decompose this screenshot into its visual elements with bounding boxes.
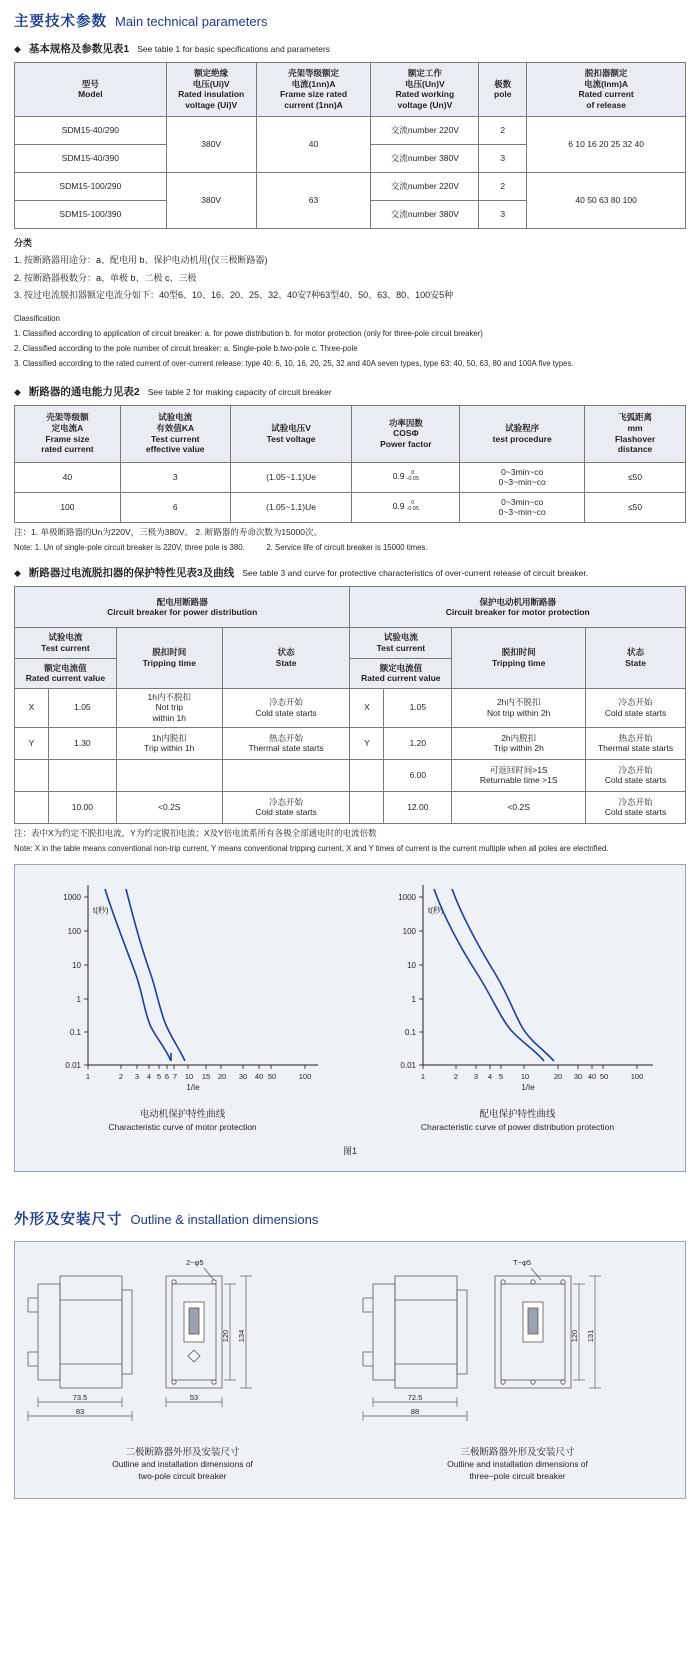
section-title-main-parameters [0,0,700,35]
figure-label: 图1 [342,1145,357,1156]
section-title-en: Outline & installation dimensions [130,1211,319,1227]
dimension-caption-three-pole: 三极断路器外形及安装尺寸 Outline and installation dimensions of three−pole circuit breaker [447,1446,588,1481]
xtick: 3 [473,1072,478,1082]
xtick: 2 [118,1072,123,1082]
cell-test-voltage: (1.05~1.1)Ue [230,492,352,522]
ytick: 1 [76,995,81,1005]
table-basic-specifications [14,62,686,229]
subhead-table3-en: See table 3 and curve for protective characteristics of over-current release of circuit breaker. [242,568,589,579]
table-row [15,172,686,200]
xtick: 20 [553,1072,562,1082]
cell-power-factor: 0.9 0 -0.05 [352,462,460,492]
subhead-table2-en: See table 2 for making capacity of circuit breaker [147,386,332,397]
chart-motor-protection [33,875,333,1133]
cell-value: 12.00 [384,791,452,823]
cell-model: SDM15-100/290 [15,172,167,200]
section-title-cn: 外形及安装尺寸 [14,1211,123,1228]
xtick: 4 [146,1072,151,1082]
col-rated-insulation-voltage: 额定绝缘 电压(Ui)V Rated insulation voltage (Ui)V [166,63,256,117]
dim-w1: 72.5 [407,1392,422,1402]
table-row [15,116,686,144]
cell-frame: 40 [256,116,371,172]
cell-pole: 3 [479,200,527,228]
classification-en-title: Classification [14,313,60,323]
xtick: 7 [172,1072,177,1082]
section-title-outline [0,1198,700,1233]
table-header-row [15,63,686,117]
subhead-table3 [0,559,700,584]
cell-state: 热态开始 Thermal state starts [222,727,350,759]
col-rated-working-voltage: 额定工作 电压(Un)V Rated working voltage (Un)V [371,63,479,117]
ytick: 0.01 [64,1061,81,1071]
cell-symbol [350,759,384,791]
cell-release: 40 50 63 80 100 [527,172,686,228]
section-title-en: Main technical parameters [115,14,268,29]
dimension-caption-two-pole: 二极断路器外形及安装尺寸 Outline and installation dimensions of two-pole circuit breaker [112,1446,253,1481]
col-tripping-time-distribution: 脱扣时间 Tripping time [116,628,222,689]
col-tripping-time-motor: 脱扣时间 Tripping time [452,628,586,689]
xtick: 40 [587,1072,596,1082]
col-frame-size-rated-current: 壳架等级额 定电流A Frame size rated current [15,405,121,462]
cell-model: SDM15-100/390 [15,200,167,228]
chart-motor-svg [33,875,333,1105]
dim-w2: 88 [410,1406,419,1416]
cell-un: 交流number 220V [371,116,479,144]
subhead-table1 [0,35,700,60]
table-making-capacity [14,405,686,523]
cell-state: 热态开始 Thermal state starts [586,727,686,759]
cell-state: 冷态开始 Cold state starts [586,688,686,727]
cell-symbol: X [15,688,49,727]
cell-release: 6 10 16 20 25 32 40 [527,116,686,172]
cell-state [222,759,350,791]
cell-test-current: 6 [120,492,230,522]
cell-value [48,759,116,791]
col-state-distribution: 状态 State [222,628,350,689]
xtick: 5 [498,1072,503,1082]
col-pole: 极数 pole [479,63,527,117]
xtick: 1 [85,1072,90,1082]
cell-tripping-time [116,759,222,791]
cell-symbol: Y [15,727,49,759]
note-table3-cn: 注：表中X为约定不脱扣电流，Y为约定脱扣电流；X及Y倍电流系所有各极全部通电时的电流倍数 [14,827,377,838]
xtick: 100 [298,1072,311,1082]
xtick: 40 [254,1072,263,1082]
cell-un: 交流number 380V [371,144,479,172]
cell-frame: 40 [15,462,121,492]
group-power-distribution: 配电用断路器 Circuit breaker for power distribution [15,587,350,628]
ytick: 0.1 [69,1028,81,1038]
chart-caption-distribution: 配电保护特性曲线 Characteristic curve of power distribution protection [420,1109,615,1133]
cell-value: 10.00 [48,791,116,823]
diamond-bullet-icon: ◆ [14,44,21,54]
classification-en-line-1: 1. Classified according to application of circuit breaker: a. for powe distribution b. for motor protection (only for three-pole circuit breaker) [14,328,483,338]
classification-en-line-3: 3. Classified according to the rated current of over-current release: type 40: 6, 10, 16, 20, 25, 32 and 40A seven types, type 63: 40, 50, 63, 80 and 100A five types. [14,359,574,369]
cell-frame: 100 [15,492,121,522]
cell-power-factor: 0.9 0 -0.05 [352,492,460,522]
cell-frame: 63 [256,172,371,228]
table-row [15,462,686,492]
xtick: 20 [217,1072,226,1082]
cell-symbol [15,791,49,823]
subhead-table2-cn: 断路器的通电能力见表2 [28,385,140,398]
ytick: 1000 [397,893,416,903]
xtick: 100 [630,1072,643,1082]
ytick: 10 [71,961,81,971]
table-sub-header-row [15,628,686,689]
xtick: 4 [487,1072,492,1082]
cell-tripping-time: <0.2S [116,791,222,823]
col-test-voltage: 试验电压V Test voltage [230,405,352,462]
subhead-table1-en: See table 1 for basic specifications and parameters [137,44,331,54]
col-rated-current-release: 脱扣器额定 电流(Inm)A Rated current of release [527,63,686,117]
subhead-table2 [0,378,700,403]
dim-holes: T−φ5 [512,1257,531,1267]
table-row [15,759,686,791]
dim-h2: 131 [585,1329,595,1342]
table-row [15,791,686,823]
dim-h2: 134 [236,1329,246,1342]
curve-lower [452,889,554,1061]
cell-pole: 2 [479,172,527,200]
classification-en-line-2: 2. Classified according to the pole number of circuit breaker: a. Single-pole b.two-pole c. Three-pole [14,344,358,354]
characteristic-curves-panel [14,864,686,1171]
cell-state: 冷态开始 Cold state starts [586,759,686,791]
col-test-current-distribution: 试验电流 Test current 额定电流值 Rated current value [15,628,117,689]
subhead-table3-cn: 断路器过电流脱扣器的保护特性见表3及曲线 [28,567,235,580]
curve-upper [105,889,171,1061]
col-frame-size-rated-current: 壳架等级额定 电流(1nn)A Frame size rated current (1nn)A [256,63,371,117]
dim-w2: 83 [75,1406,84,1416]
section-title-cn: 主要技术参数 [14,14,107,30]
dimension-three-pole [353,1254,683,1483]
cell-ui: 380V [166,172,256,228]
chart-distribution-svg [368,875,668,1105]
dimension-drawings-panel [14,1241,686,1500]
dim-h1: 120 [569,1329,579,1342]
chart-caption-motor: 电动机保护特性曲线 Characteristic curve of motor protection [108,1109,257,1133]
table-group-header-row [15,587,686,628]
classification-cn-line-2: 2. 按断路器极数分：a、单极 b、二极 c、三极 [14,272,197,283]
cell-value: 1.20 [384,727,452,759]
ytick: 0.01 [399,1061,416,1071]
col-flashover-distance: 飞弧距离 mm Flashover distance [585,405,686,462]
cell-value: 6.00 [384,759,452,791]
chart-ylabel: t(秒) [92,906,109,916]
xtick: 2 [453,1072,458,1082]
dim-w3: 53 [189,1392,198,1402]
table-row [15,492,686,522]
ytick: 10 [406,961,416,971]
xtick: 5 [156,1072,161,1082]
xtick: 3 [134,1072,139,1082]
cell-state: 冷态开始 Cold state starts [222,791,350,823]
cell-flashover: ≤50 [585,492,686,522]
chart-power-distribution [368,875,668,1133]
chart-ylabel: t(秒) [427,906,444,916]
cell-state: 冷态开始 Cold state starts [222,688,350,727]
ytick: 100 [67,927,81,937]
table-header-row [15,405,686,462]
xtick: 50 [267,1072,276,1082]
cell-symbol: X [350,688,384,727]
cell-tripping-time: <0.2S [452,791,586,823]
cell-state: 冷态开始 Cold state starts [586,791,686,823]
diamond-bullet-icon: ◆ [14,386,21,397]
cell-model: SDM15-40/390 [15,144,167,172]
cell-test-voltage: (1.05~1.1)Ue [230,462,352,492]
table-protective-characteristics [14,586,686,823]
classification-cn-line-1: 1. 按断路器用途分：a、配电用 b、保护电动机用(仅三极断路器) [14,255,268,265]
cell-flashover: ≤50 [585,462,686,492]
group-motor-protection: 保护电动机用断路器 Circuit breaker for motor protection [350,587,686,628]
ytick: 1000 [62,893,81,903]
xtick: 10 [184,1072,193,1082]
three-pole-drawing [353,1254,683,1439]
xtick: 30 [238,1072,247,1082]
two-pole-drawing [18,1254,348,1439]
cell-pole: 3 [479,144,527,172]
xtick: 10 [520,1072,529,1082]
dim-h1: 120 [220,1329,230,1342]
cell-symbol [15,759,49,791]
cell-value: 1.05 [384,688,452,727]
cell-un: 交流number 380V [371,200,479,228]
cell-tripping-time: 1h内脱扣 Trip within 1h [116,727,222,759]
cell-test-procedure: 0~3min~co 0~3~min~co [460,462,585,492]
cell-tripping-time: 2h内不脱扣 Not trip within 2h [452,688,586,727]
dimension-two-pole [18,1254,348,1483]
cell-test-current: 3 [120,462,230,492]
xtick: 50 [599,1072,608,1082]
cell-value: 1.30 [48,727,116,759]
ytick: 100 [402,927,416,937]
xtick: 30 [573,1072,582,1082]
dim-w1: 73.5 [72,1392,87,1402]
cell-symbol: Y [350,727,384,759]
col-model: 型号 Model [15,63,167,117]
col-state-motor: 状态 State [586,628,686,689]
xtick: 15 [201,1072,210,1082]
classification-cn-line-3: 3. 按过电流脱扣器额定电流分如下：40型6、10、16、20、25、32、40安7种63型40、50、63、80、100安5种 [14,290,454,300]
cell-model: SDM15-40/290 [15,116,167,144]
chart-xlabel: 1/Ie [520,1083,535,1093]
diamond-bullet-icon: ◆ [14,568,21,579]
ytick: 1 [411,995,416,1005]
classification-cn-title: 分类 [14,237,33,248]
cell-ui: 380V [166,116,256,172]
note-table2-cn: 注：1. 单极断路器的Un为220V，三极为380V。 2. 断路器的寿命次数为15000次。 [14,526,322,537]
col-test-current-motor: 试验电流 Test current 额定电流值 Rated current value [350,628,452,689]
cell-tripping-time: 2h内脱扣 Trip within 2h [452,727,586,759]
xtick: 1 [420,1072,425,1082]
subhead-table1-cn: 基本规格及参数见表1 [28,43,130,55]
note-table2-en: Note: 1. Un of single-pole circuit breaker is 220V, three pole is 380. 2. Service life of circuit breaker is 15000 times. [14,543,428,552]
dim-holes: 2−φ5 [185,1257,204,1267]
cell-test-procedure: 0~3min~co 0~3~min~co [460,492,585,522]
cell-tripping-time: 可返回时间>1S Returnable time >1S [452,759,586,791]
col-power-factor: 功率因数 COSΦ Power factor [352,405,460,462]
cell-value: 1.05 [48,688,116,727]
cell-pole: 2 [479,116,527,144]
chart-xlabel: 1/Ie [185,1083,200,1093]
cell-tripping-time: 1h内不脱扣 Not trip within 1h [116,688,222,727]
col-test-current: 试验电流 有效值KA Test current effective value [120,405,230,462]
table-row [15,688,686,727]
cell-symbol [350,791,384,823]
xtick: 6 [164,1072,169,1082]
cell-un: 交流number 220V [371,172,479,200]
note-table3-en: Note: X in the table means conventional non-trip current, Y means conventional tripping current, X and Y times of current is the current multiple when all poles are electrified. [14,844,609,853]
ytick: 0.1 [404,1028,416,1038]
col-test-procedure: 试验程序 test procedure [460,405,585,462]
table-row [15,727,686,759]
